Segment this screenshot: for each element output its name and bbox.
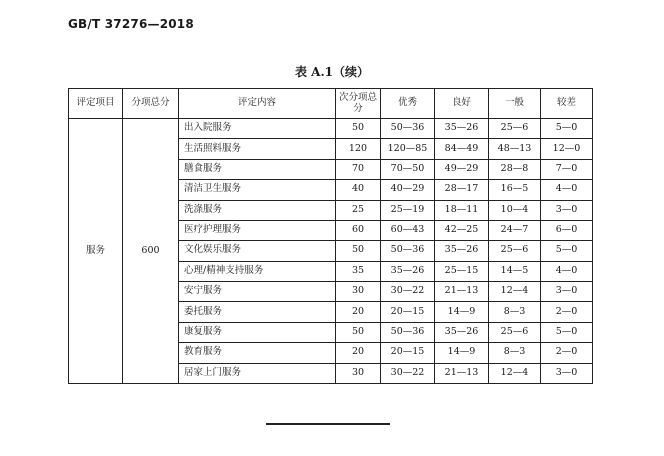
cell-sub-total: 50 [336,241,381,261]
cell-content: 清洁卫生服务 [179,180,336,200]
cell-sub-total: 25 [336,200,381,220]
cell-content: 膳食服务 [179,159,336,179]
cell-good: 28—17 [435,180,489,200]
cell-good: 25—15 [435,261,489,281]
cell-content: 居家上门服务 [179,363,336,384]
footer-rule [266,423,390,425]
cell-sub-total: 120 [336,139,381,159]
cell-content: 文化娱乐服务 [179,241,336,261]
cell-average: 14—5 [489,261,541,281]
cell-poor: 7—0 [541,159,593,179]
cell-excellent: 50—36 [381,119,435,139]
header-item: 评定项目 [69,89,123,119]
cell-excellent: 20—15 [381,343,435,363]
cell-excellent: 120—85 [381,139,435,159]
cell-average: 28—8 [489,159,541,179]
cell-poor: 6—0 [541,220,593,240]
cell-average: 8—3 [489,343,541,363]
cell-excellent: 50—36 [381,322,435,342]
cell-poor: 2—0 [541,343,593,363]
cell-excellent: 70—50 [381,159,435,179]
cell-item: 服务 [69,119,123,384]
cell-average: 12—4 [489,282,541,302]
cell-excellent: 30—22 [381,282,435,302]
cell-poor: 2—0 [541,302,593,322]
cell-good: 21—13 [435,282,489,302]
table-body [69,119,593,384]
cell-average: 16—5 [489,180,541,200]
cell-good: 14—9 [435,302,489,322]
cell-good: 42—25 [435,220,489,240]
cell-average: 25—6 [489,119,541,139]
header-good: 良好 [435,89,489,119]
cell-poor: 5—0 [541,241,593,261]
header-row [69,89,593,119]
cell-content: 洗涤服务 [179,200,336,220]
header-poor: 较差 [541,89,593,119]
cell-poor: 5—0 [541,322,593,342]
cell-poor: 12—0 [541,139,593,159]
cell-average: 24—7 [489,220,541,240]
standard-code: GB/T 37276—2018 [68,17,194,31]
cell-excellent: 35—26 [381,261,435,281]
cell-content: 出入院服务 [179,119,336,139]
cell-sub-total: 20 [336,343,381,363]
cell-sub-total: 60 [336,220,381,240]
cell-good: 49—29 [435,159,489,179]
cell-good: 35—26 [435,119,489,139]
cell-poor: 4—0 [541,180,593,200]
header-average: 一般 [489,89,541,119]
cell-excellent: 30—22 [381,363,435,384]
cell-good: 84—49 [435,139,489,159]
cell-average: 25—6 [489,241,541,261]
header-excellent: 优秀 [381,89,435,119]
cell-average: 48—13 [489,139,541,159]
cell-good: 21—13 [435,363,489,384]
cell-content: 康复服务 [179,322,336,342]
table-row [69,119,593,139]
cell-sub-total: 35 [336,261,381,281]
cell-content: 安宁服务 [179,282,336,302]
cell-average: 12—4 [489,363,541,384]
cell-poor: 3—0 [541,282,593,302]
table-title: 表 A.1（续） [294,65,370,79]
cell-good: 18—11 [435,200,489,220]
cell-excellent: 20—15 [381,302,435,322]
cell-sub-total: 40 [336,180,381,200]
evaluation-table [68,88,593,384]
cell-poor: 4—0 [541,261,593,281]
cell-sub-total: 50 [336,322,381,342]
cell-sub-total: 50 [336,119,381,139]
cell-good: 35—26 [435,241,489,261]
cell-average: 25—6 [489,322,541,342]
cell-excellent: 50—36 [381,241,435,261]
cell-content: 生活照料服务 [179,139,336,159]
cell-poor: 3—0 [541,200,593,220]
cell-poor: 5—0 [541,119,593,139]
cell-good: 14—9 [435,343,489,363]
cell-content: 委托服务 [179,302,336,322]
cell-average: 10—4 [489,200,541,220]
header-item-total: 分项总分 [123,89,179,119]
header-sub-total: 次分项总分 [336,89,381,119]
cell-item-total: 600 [123,119,179,384]
header-content: 评定内容 [179,89,336,119]
cell-sub-total: 20 [336,302,381,322]
cell-average: 8—3 [489,302,541,322]
cell-content: 医疗护理服务 [179,220,336,240]
cell-excellent: 25—19 [381,200,435,220]
cell-content: 心理/精神支持服务 [179,261,336,281]
cell-sub-total: 30 [336,363,381,384]
cell-excellent: 40—29 [381,180,435,200]
cell-good: 35—26 [435,322,489,342]
cell-sub-total: 70 [336,159,381,179]
cell-sub-total: 30 [336,282,381,302]
cell-content: 教育服务 [179,343,336,363]
cell-poor: 3—0 [541,363,593,384]
cell-excellent: 60—43 [381,220,435,240]
